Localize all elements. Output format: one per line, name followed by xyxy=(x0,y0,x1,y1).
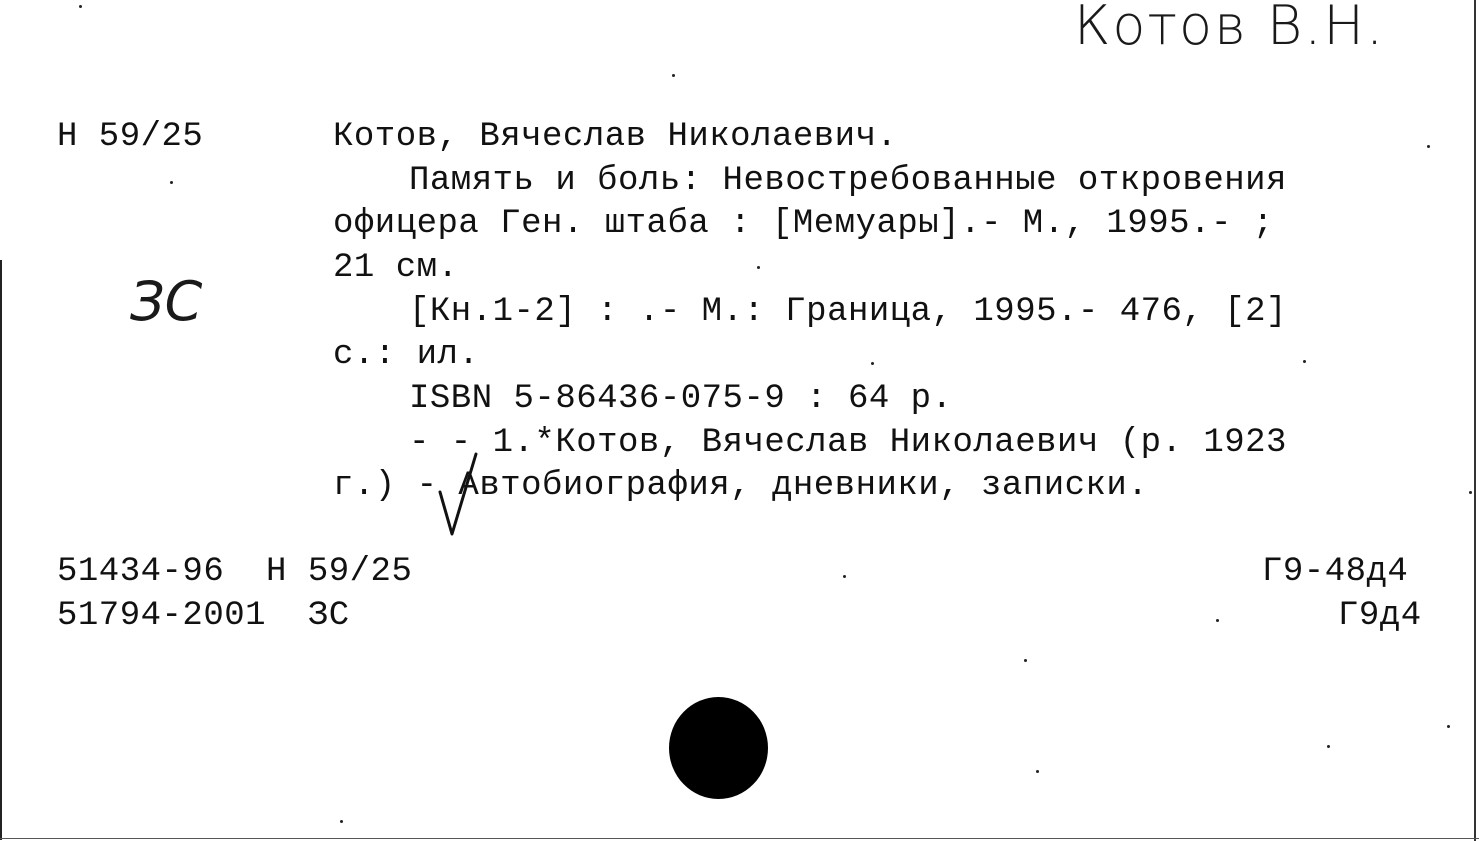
scan-speck xyxy=(843,575,846,578)
inventory-number-2: 51794-2001 ЗС xyxy=(57,597,350,635)
inventory-number-1: 51434-96 Н 59/25 xyxy=(57,553,413,591)
handwritten-margin-note: ЗС xyxy=(130,270,203,333)
entry-subject-continued: г.) - Автобиография, дневники, записки. xyxy=(333,467,1149,505)
call-number: Н 59/25 xyxy=(57,118,204,156)
scan-speck xyxy=(1036,770,1039,773)
scan-speck xyxy=(1303,360,1306,363)
card-bottom-edge xyxy=(0,838,1479,839)
scan-speck xyxy=(1216,619,1219,622)
entry-volume-line: [Кн.1-2] : .- М.: Граница, 1995.- 476, [2] xyxy=(409,293,1287,331)
handwritten-heading: Котов В.Н. xyxy=(1074,0,1386,57)
scan-speck xyxy=(79,5,82,8)
scan-speck xyxy=(1447,725,1450,728)
scan-speck xyxy=(1427,145,1430,148)
entry-isbn: ISBN 5-86436-075-9 : 64 р. xyxy=(409,380,953,418)
entry-illustrations: с.: ил. xyxy=(333,336,480,374)
entry-subject-line: - - 1.*Котов, Вячеслав Николаевич (р. 1923 xyxy=(409,424,1287,462)
entry-title-line: Память и боль: Невостребованные откровения xyxy=(409,162,1287,200)
scan-speck xyxy=(757,266,760,269)
punch-hole xyxy=(669,697,768,799)
card-left-edge xyxy=(0,260,2,840)
check-mark-icon xyxy=(436,450,486,540)
scan-speck xyxy=(1327,745,1330,748)
entry-author: Котов, Вячеслав Николаевич. xyxy=(333,118,898,156)
scan-speck xyxy=(1469,491,1472,494)
classification-code-2: Г9д4 xyxy=(1338,597,1422,635)
scan-speck xyxy=(170,181,173,184)
entry-size: 21 см. xyxy=(333,249,459,287)
classification-code-1: Г9-48д4 xyxy=(1262,553,1409,591)
scan-speck xyxy=(1024,659,1027,662)
card-right-edge xyxy=(1474,0,1476,841)
entry-title-continued: офицера Ген. штаба : [Мемуары].- М., 1995.- ; xyxy=(333,205,1274,243)
scan-speck xyxy=(672,74,675,77)
scan-speck xyxy=(340,820,343,823)
scan-speck xyxy=(871,362,874,365)
